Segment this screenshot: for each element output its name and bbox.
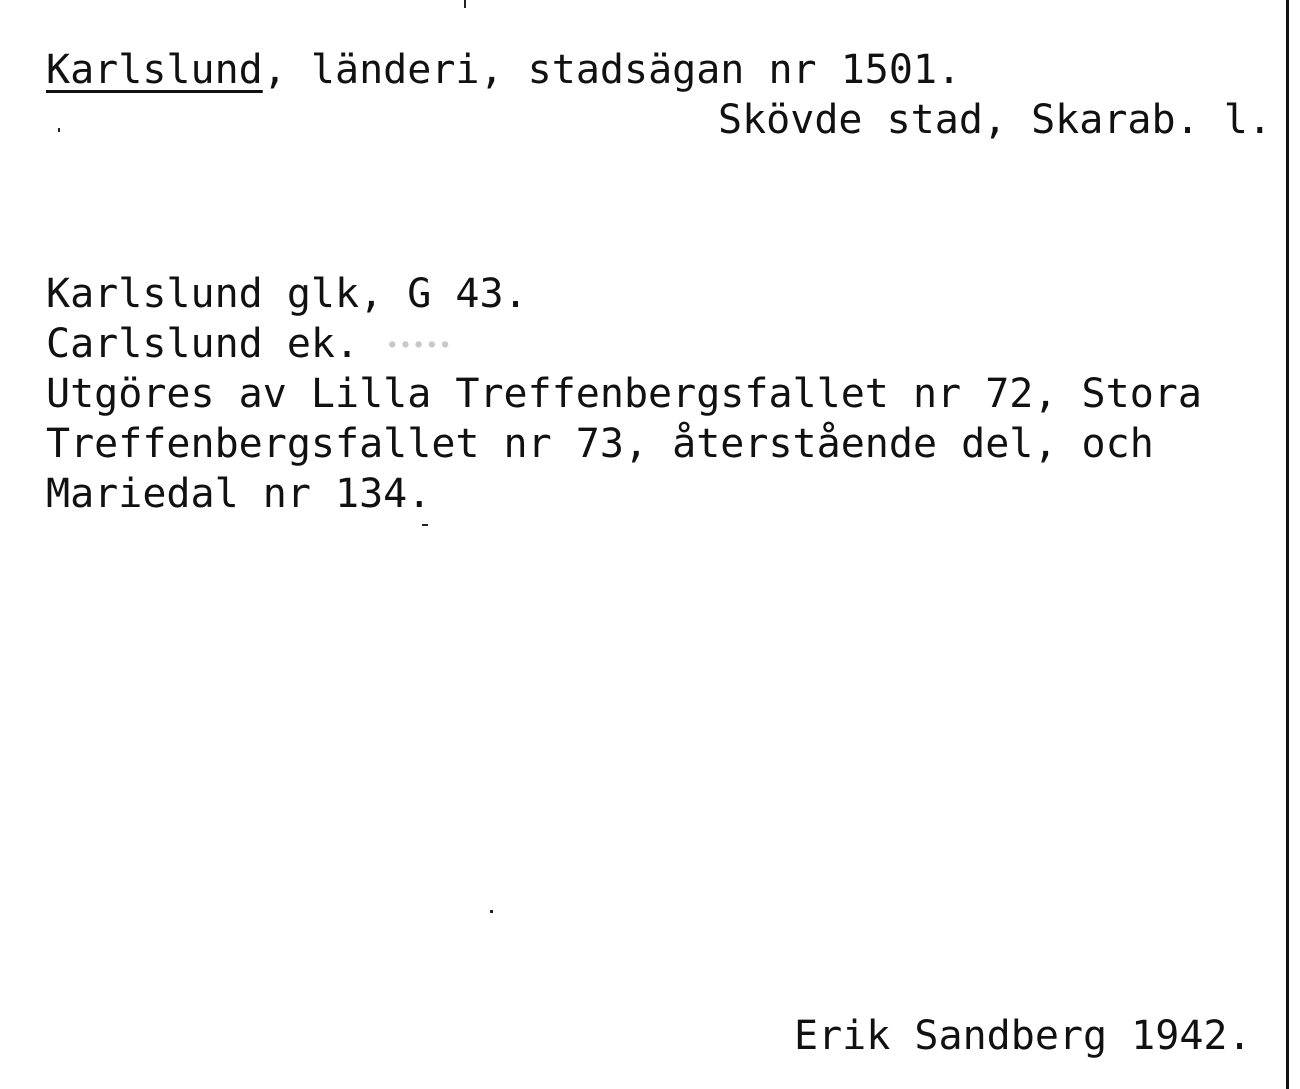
erased-text-smudge: ∙∙∙∙∙: [359, 333, 452, 358]
body-line-5: Mariedal nr 134.: [46, 471, 432, 517]
heading-description: , länderi, stadsägan nr 1501.: [262, 47, 962, 93]
stray-dot-1: [490, 910, 493, 913]
body-line-4: Treffenbergsfallet nr 73, återstående del, och: [46, 421, 1154, 467]
signature-line: Erik Sandberg 1942.: [794, 1013, 1252, 1059]
body-line-2-text: Carlslund ek.: [46, 321, 360, 367]
body-line-3: Utgöres av Lilla Treffenbergsfallet nr 72, Stora: [46, 371, 1202, 417]
left-margin-mark: [58, 128, 60, 132]
card-right-edge: [1286, 0, 1289, 1089]
body-line-1: Karlslund glk, G 43.: [46, 271, 528, 317]
top-margin-mark: [464, 0, 466, 8]
body-line-2: [46, 320, 452, 370]
heading-line: [46, 46, 961, 94]
heading-place-name: Karlslund: [46, 47, 263, 93]
stray-dot-2: [422, 524, 428, 526]
location-line: Skövde stad, Skarab. l.: [718, 97, 1272, 143]
